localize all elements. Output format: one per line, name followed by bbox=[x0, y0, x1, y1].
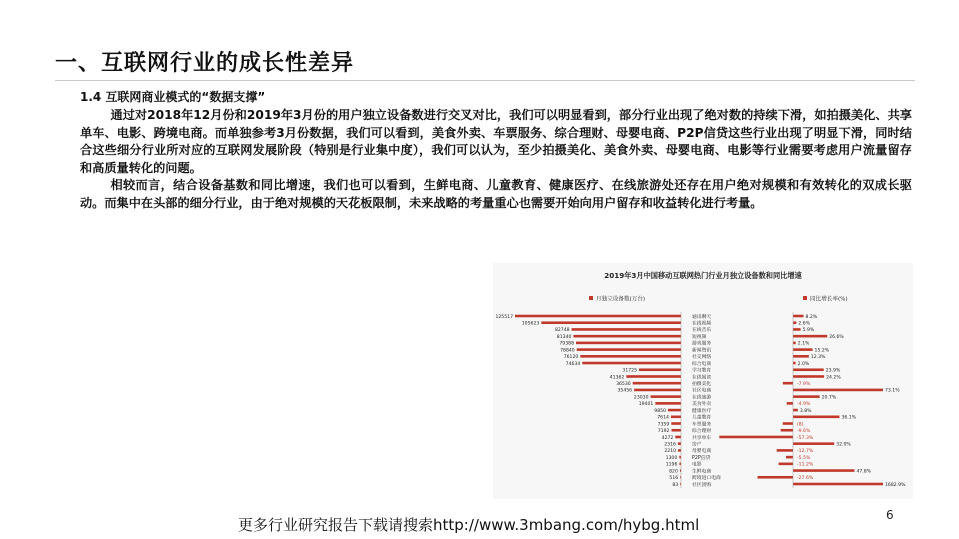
category-label: 社交网络 bbox=[692, 355, 712, 361]
growth-value-label: -4.9% bbox=[797, 402, 811, 408]
device-bar bbox=[572, 328, 681, 331]
chart-title: 2019年3月中国移动互联网热门行业月独立设备数和同比增速 bbox=[604, 271, 802, 280]
growth-value-label: (8) bbox=[797, 422, 804, 428]
category-label: 生鲜电商 bbox=[692, 469, 712, 475]
growth-value-label: 12.3% bbox=[810, 355, 826, 361]
device-bar bbox=[541, 321, 681, 324]
category-label: 车票服务 bbox=[692, 422, 712, 428]
device-value-label: 125517 bbox=[495, 314, 513, 320]
growth-value-label: 2.6% bbox=[798, 321, 811, 327]
growth-bar bbox=[779, 463, 793, 466]
growth-value-label: -9.6% bbox=[797, 429, 811, 435]
category-label: 美食外卖 bbox=[692, 402, 712, 408]
device-value-label: 1300 bbox=[665, 455, 678, 461]
growth-bar bbox=[793, 416, 839, 419]
device-value-label: 23030 bbox=[633, 395, 649, 401]
growth-bar bbox=[793, 348, 813, 351]
device-bar bbox=[576, 342, 681, 345]
category-label: 拍摄美化 bbox=[692, 382, 712, 387]
device-bar bbox=[639, 368, 681, 371]
paragraph-2: 相较而言，结合设备基数和同比增速，我们也可以看到，生鲜电商、儿童教育、健康医疗、在线旅游处还存在用户绝对规模和有效转化的双成长驱动。而集中在头部的细分行业，由于绝对规模的天花板限制，未来战略的考量重心也需要开始向用户留存和收益转化进行考量。 bbox=[80, 178, 912, 210]
category-label: 跨境进口电商 bbox=[692, 476, 721, 482]
growth-value-label: -11.2% bbox=[797, 462, 814, 468]
device-value-label: 81340 bbox=[556, 334, 572, 340]
category-label: 在线音乐 bbox=[692, 328, 712, 334]
growth-bar bbox=[793, 315, 804, 318]
device-value-label: 105623 bbox=[521, 321, 540, 327]
category-label: 新闻资讯 bbox=[692, 348, 712, 354]
growth-bar bbox=[793, 409, 798, 412]
device-value-label: 82748 bbox=[554, 328, 570, 334]
device-value-label: 78840 bbox=[560, 348, 575, 354]
device-value-label: 83 bbox=[672, 482, 679, 488]
growth-bar bbox=[786, 456, 793, 459]
growth-value-label: 1682.9% bbox=[885, 482, 906, 488]
growth-bar bbox=[787, 402, 793, 405]
section-heading: 1.4 互联网商业模式的“数据支撑” bbox=[80, 90, 266, 104]
growth-value-label: 15.2% bbox=[814, 348, 830, 354]
device-bar bbox=[651, 395, 681, 398]
device-value-label: 35456 bbox=[617, 388, 633, 394]
footer-download-link[interactable]: 更多行业研究报告下载请搜索http://www.3mbang.com/hybg.html bbox=[238, 516, 700, 534]
growth-value-label: 5.9% bbox=[802, 328, 815, 334]
category-label: 电影 bbox=[692, 462, 702, 468]
device-bar bbox=[671, 429, 681, 432]
growth-bar bbox=[719, 436, 793, 439]
device-value-label: 2210 bbox=[664, 449, 677, 455]
device-bar bbox=[582, 362, 681, 365]
growth-value-label: 47.8% bbox=[856, 469, 872, 475]
growth-bar bbox=[793, 368, 824, 371]
category-label: 通讯聊天 bbox=[692, 314, 712, 320]
device-bar bbox=[633, 382, 681, 385]
growth-value-label: 26.6% bbox=[829, 334, 844, 340]
category-label: 短视频 bbox=[692, 334, 707, 340]
category-label: 健康医疗 bbox=[692, 408, 712, 414]
device-bar bbox=[515, 315, 681, 318]
growth-value-label: 23.9% bbox=[825, 368, 841, 374]
device-bar bbox=[626, 375, 681, 378]
category-label: 共享单车 bbox=[692, 435, 712, 441]
category-label: 综合理财 bbox=[692, 429, 712, 435]
device-value-label: 41362 bbox=[609, 375, 625, 381]
device-bar bbox=[675, 436, 681, 439]
growth-bar bbox=[793, 469, 854, 472]
growth-bar bbox=[777, 449, 793, 452]
device-value-label: 7614 bbox=[657, 415, 669, 421]
device-value-label: 9850 bbox=[654, 408, 666, 414]
device-bar bbox=[671, 422, 681, 425]
device-bar bbox=[671, 416, 681, 419]
growth-bar bbox=[793, 328, 801, 331]
growth-value-label: -5.5% bbox=[797, 455, 811, 461]
growth-value-label: 3.8% bbox=[799, 408, 812, 414]
device-bar bbox=[634, 389, 681, 392]
category-label: 社区电商 bbox=[692, 388, 712, 394]
dual-bar-chart bbox=[493, 263, 913, 499]
device-value-label: 4272 bbox=[661, 435, 674, 441]
body-text bbox=[80, 107, 912, 212]
growth-bar bbox=[793, 395, 820, 398]
growth-value-label: -27.6% bbox=[797, 476, 814, 482]
device-value-label: 7359 bbox=[657, 422, 670, 428]
growth-value-label: -12.7% bbox=[797, 449, 814, 455]
growth-bar bbox=[781, 429, 793, 432]
growth-value-label: -57.3% bbox=[797, 435, 814, 441]
device-value-label: 74634 bbox=[565, 361, 581, 367]
growth-value-label: 20.7% bbox=[821, 395, 837, 401]
category-label: 在线阅读 bbox=[692, 375, 712, 381]
device-value-label: 36530 bbox=[616, 382, 631, 387]
growth-bar bbox=[793, 321, 796, 324]
growth-bar bbox=[793, 389, 883, 392]
growth-bar bbox=[783, 382, 793, 385]
device-value-label: 7192 bbox=[657, 429, 670, 435]
device-value-label: 1196 bbox=[665, 462, 678, 468]
growth-value-label: 32.0% bbox=[836, 442, 851, 448]
growth-bar bbox=[793, 483, 883, 486]
growth-bar bbox=[793, 355, 809, 358]
growth-value-label: -7.9% bbox=[797, 382, 811, 387]
category-label: 房产 bbox=[692, 442, 702, 448]
legend-devices bbox=[589, 295, 645, 303]
growth-value-label: 2.0% bbox=[797, 361, 810, 367]
growth-bar bbox=[793, 442, 834, 445]
growth-bar bbox=[793, 375, 824, 378]
legend-growth bbox=[803, 295, 848, 303]
device-bar bbox=[577, 348, 681, 351]
category-label: 学习教育 bbox=[692, 368, 712, 374]
page-number: 6 bbox=[886, 508, 894, 522]
growth-bar bbox=[793, 342, 796, 345]
device-bar bbox=[668, 409, 681, 412]
title-divider bbox=[55, 80, 915, 81]
device-value-label: 76120 bbox=[563, 355, 579, 361]
category-label: 社区团购 bbox=[692, 482, 712, 488]
category-label: 儿童教育 bbox=[692, 415, 712, 421]
growth-bar bbox=[793, 362, 796, 365]
device-bar bbox=[573, 335, 681, 338]
device-value-label: 820 bbox=[669, 469, 678, 475]
device-bar bbox=[655, 402, 681, 405]
device-bar bbox=[679, 456, 681, 459]
device-value-label: 31725 bbox=[622, 368, 638, 374]
growth-value-label: 24.2% bbox=[826, 375, 841, 381]
growth-value-label: 73.1% bbox=[885, 388, 900, 394]
legend-growth-label: 同比增长率(%) bbox=[810, 296, 848, 303]
device-value-label: 19401 bbox=[638, 402, 654, 408]
category-label: 母婴电商 bbox=[692, 449, 712, 455]
growth-value-label: 8.2% bbox=[805, 314, 818, 320]
growth-bar bbox=[758, 476, 793, 479]
growth-value-label: 2.1% bbox=[797, 341, 810, 347]
device-value-label: 2316 bbox=[664, 442, 676, 448]
device-bar bbox=[580, 355, 681, 358]
category-label: 在线旅游 bbox=[692, 395, 712, 401]
device-value-label: 79388 bbox=[559, 341, 575, 347]
device-bar bbox=[678, 449, 681, 452]
category-label: P2P信贷 bbox=[692, 455, 711, 461]
category-label: 游戏服务 bbox=[692, 341, 712, 347]
device-bar bbox=[678, 442, 681, 445]
page-title: 一、互联网行业的成长性差异 bbox=[55, 51, 355, 76]
legend-devices-label: 月独立设备数(万台) bbox=[596, 296, 646, 303]
category-label: 在线视频 bbox=[692, 321, 712, 327]
device-value-label: 516 bbox=[669, 476, 679, 482]
growth-value-label: 36.1% bbox=[841, 415, 857, 421]
paragraph-1: 通过对2018年12月份和2019年3月份的用户独立设备数进行交叉对比，我们可以明显看到，部分行业出现了绝对数的持续下滑，如拍摄美化、共享单车、电影、跨境电商。而单独参考3月份数据，我们可以看到，美食外卖、车票服务、综合理财、母婴电商、P2P信贷这些行业出现了明显下滑，同时结合这些细分行业所对应的互联网发展阶段（特别是行业集中度），我们可以认为，至少拍摄美化、美食外卖、母婴电商、电影等行业需要考虑用户流量留存和高质量转化的问题。 bbox=[80, 108, 912, 175]
category-label: 综合电商 bbox=[692, 361, 712, 367]
growth-bar bbox=[783, 422, 793, 425]
growth-bar bbox=[793, 335, 827, 338]
